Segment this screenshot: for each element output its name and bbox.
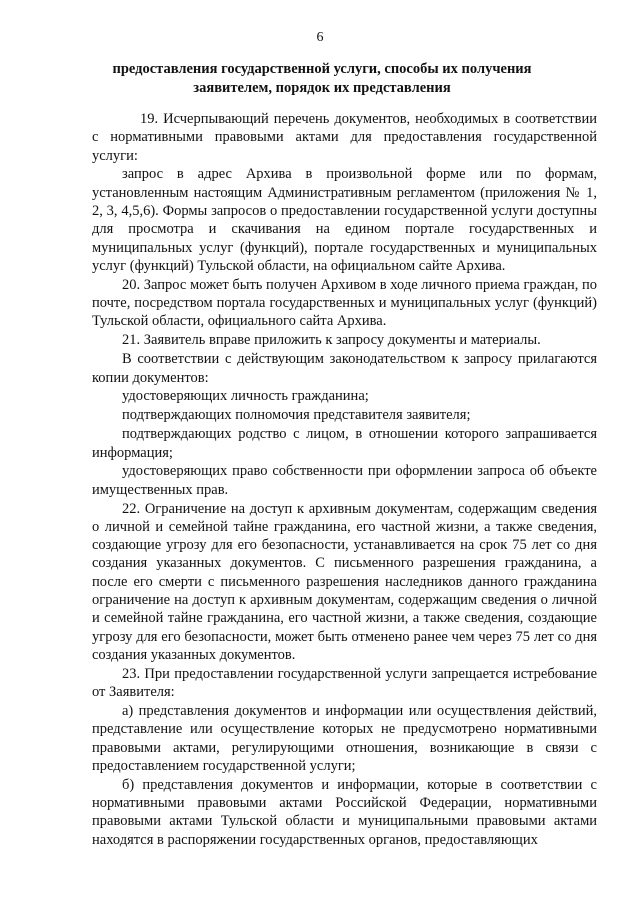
paragraph-23-a: а) представления документов и информации или осуществления действий, представление или осуществление которых не предусмотрено нормативными правовыми актами, регулирующими отношения, возникающие в связи с предоставлением государственной услуги; (92, 703, 597, 774)
paragraph-authority-docs: подтверждающих полномочия представителя заявителя; (122, 407, 471, 424)
body-text (92, 110, 597, 850)
paragraph-kinship-docs: подтверждающих родство с лицом, в отношении которого запрашивается информация; (92, 426, 597, 461)
paragraph-request-form: запрос в адрес Архива в произвольной форме или по формам, установленным настоящим Административным регламентом (приложения № 1, 2, 3, 4,5,6). Формы запросов о предоставлении государственной услуги доступны для просмотра и скачивания на едином портале государственных и муниципальных услуг (функций), портале государственных и муниципальных услуг (функций) Тульской области, на официальном сайте Архива. (92, 166, 597, 274)
section-heading: предоставления государственной услуги, способы их получения заявителем, порядок их представления (112, 61, 532, 96)
page-number: 6 (316, 30, 324, 45)
paragraph-legislation: В соответствии с действующим законодательством к запросу прилагаются копии документов: (92, 351, 597, 386)
paragraph-23: 23. При предоставлении государственной услуги запрещается истребование от Заявителя: (92, 665, 597, 701)
paragraph-22: 22. Ограничение на доступ к архивным документам, содержащим сведения о личной и семейной тайне гражданина, его частной жизни, а также сведения, создающие угрозу для его безопасности, устанавливается на срок 75 лет со дня создания указанных документов. С письменного разрешения гражданина, а после его смерти с письменного разрешения наследников данного гражданина ограничение на доступ к архивным документам, содержащим сведения о личной и семейной тайне гражданина, его частной жизни, а также сведения, создающие угрозу для его безопасности, может быть отменено ранее чем через 75 лет со дня создания указанных документов. (92, 500, 597, 663)
paragraph-23-b: б) представления документов и информации, которые в соответствии с нормативными правовыми актами Российской Федерации, нормативными правовыми актами Тульской области и муниципальными правовыми актами находятся в распоряжении государственных органов, предоставляющих (92, 776, 597, 848)
paragraph-ownership-docs: удостоверяющих право собственности при оформлении запроса об объекте имущественных прав. (92, 463, 597, 498)
paragraph-identity-docs: удостоверяющих личность гражданина; (122, 388, 369, 405)
paragraph-19: 19. Исчерпывающий перечень документов, необходимых в соответствии с нормативными правовыми актами для предоставления государственной услуги: (92, 111, 597, 164)
paragraph-21: 21. Заявитель вправе приложить к запросу документы и материалы. (122, 332, 541, 349)
paragraph-20: 20. Запрос может быть получен Архивом в ходе личного приема граждан, по почте, посредством портала государственных и муниципальных услуг (функций) Тульской области, официального сайта Архива. (92, 276, 597, 330)
